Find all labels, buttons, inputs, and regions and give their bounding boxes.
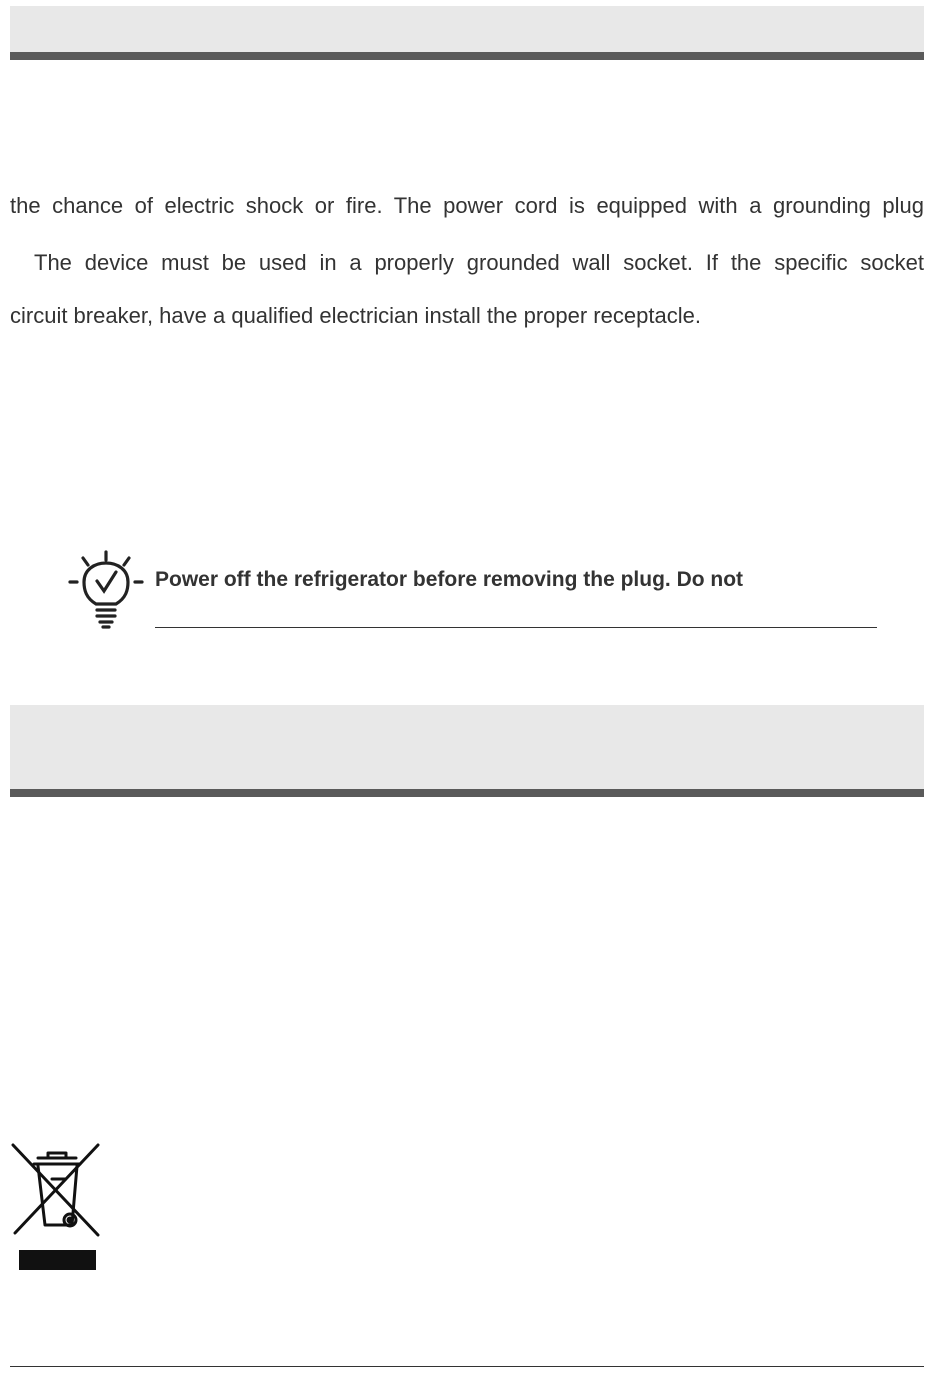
body-text-line: The device must be used in a properly grounded wall socket. If the specific socket xyxy=(34,250,924,275)
body-text-line: the chance of electric shock or fire. The power cord is equipped with a grounding plug xyxy=(10,193,924,218)
lightbulb-check-icon xyxy=(66,548,146,632)
body-text-line: circuit breaker, have a qualified electrician install the proper receptacle. xyxy=(10,303,701,328)
section-header-bar xyxy=(10,6,924,60)
tip-text: Power off the refrigerator before removing the plug. Do not xyxy=(155,568,744,591)
footer-divider xyxy=(10,1366,924,1367)
tip-underline xyxy=(155,627,877,628)
crossed-out-wheelie-bin-icon xyxy=(10,1143,102,1275)
section-header-bar xyxy=(10,705,924,797)
